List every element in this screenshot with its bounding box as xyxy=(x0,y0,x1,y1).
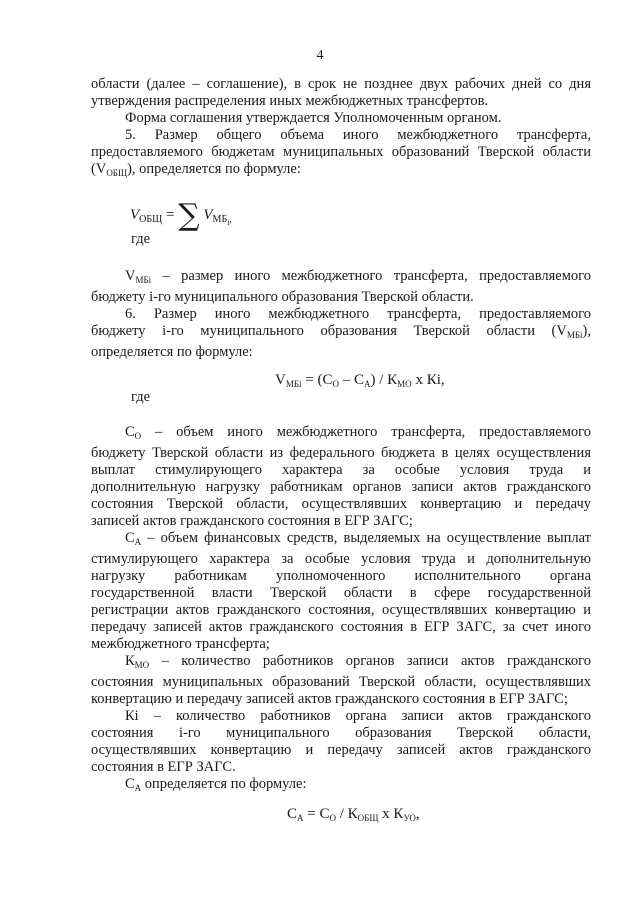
subscript: А xyxy=(364,379,371,389)
text-line xyxy=(91,161,591,182)
text-line: состояния в ЕГР ЗАГС. xyxy=(91,759,236,775)
text-line: бюджету Тверской области из федерального бюджета в целях осуществления xyxy=(91,445,591,461)
subscript: О xyxy=(134,431,142,441)
text-line: нагрузку работникам уполномоченного исполнительного органа xyxy=(91,568,591,584)
subscript: А xyxy=(134,783,142,793)
subscript: МО xyxy=(397,379,412,389)
subscript: ОБЩ xyxy=(357,813,379,823)
formula-part: = (С xyxy=(301,372,333,388)
subscript: УО xyxy=(403,813,416,823)
text-line: конвертацию и передачу записей актов гражданского состояния в ЕГР ЗАГС; xyxy=(91,691,568,707)
subscript: МБi xyxy=(566,330,583,340)
where-label: где xyxy=(131,231,151,247)
formula-var: С xyxy=(287,806,298,822)
text-line xyxy=(91,323,591,344)
formula-part: x Кi, xyxy=(411,372,445,388)
formula-total-volume xyxy=(130,198,232,233)
text-line: утверждения распределения иных межбюджетных трансфертов. xyxy=(91,93,489,109)
text-fragment: С xyxy=(125,424,135,440)
text-fragment: ), определяется по формуле: xyxy=(127,161,301,177)
subscript: А xyxy=(297,813,304,823)
formula-part: – С xyxy=(338,372,364,388)
text-fragment: К xyxy=(125,653,135,669)
formula-part: ) / К xyxy=(370,372,398,388)
text-fragment: ), xyxy=(582,323,591,339)
text-line: записей актов гражданского состояния в ЕГР ЗАГС; xyxy=(91,513,413,529)
subscript-index: i xyxy=(227,218,230,227)
formula-part: = С xyxy=(303,806,330,822)
paragraph-definitions xyxy=(91,424,591,797)
subscript: МБi xyxy=(285,379,302,389)
sigma-symbol: ∑ xyxy=(178,198,200,233)
page-number: 4 xyxy=(316,48,324,63)
subscript: А xyxy=(134,537,142,547)
text-line: определяется по формуле: xyxy=(91,344,253,360)
formula-part: , xyxy=(415,806,420,822)
paragraph-vmbi xyxy=(91,268,591,361)
text-line: межбюджетного трансферта; xyxy=(91,636,270,652)
text-line: 6. Размер иного межбюджетного трансферта, предоставляемого xyxy=(125,306,591,322)
text-fragment: – объем иного межбюджетного трансферта, предоставляемого xyxy=(141,424,591,440)
text-line: 5. Размер общего объема иного межбюджетного трансферта, xyxy=(125,127,591,143)
text-fragment: бюджету i-го муниципального образования Тверской области (V xyxy=(91,323,567,339)
formula-part: x К xyxy=(378,806,404,822)
text-line: состояния муниципальных образований Тверской области, осуществлявших xyxy=(91,674,591,690)
text-fragment: (V xyxy=(91,161,107,177)
text-fragment: – количество работников органов записи актов гражданского xyxy=(149,653,591,669)
formula-var: V xyxy=(275,372,286,388)
text-fragment: – размер иного межбюджетного трансферта, предоставляемого xyxy=(151,268,591,284)
text-line: состояния Тверской области, осуществлявших конвертацию и передачу xyxy=(91,496,591,512)
formula-op: = xyxy=(162,207,179,223)
subscript: ОБЩ xyxy=(106,168,128,178)
text-line xyxy=(91,530,591,551)
formula-var: V xyxy=(203,207,213,223)
text-fragment: С xyxy=(125,530,135,546)
text-line: Кi – количество работников органа записи актов гражданского xyxy=(125,708,591,724)
subscript xyxy=(213,214,232,225)
formula-comma: , xyxy=(229,214,232,225)
subscript: МО xyxy=(134,660,150,670)
subscript: ОБЩ xyxy=(139,214,163,225)
text-fragment: С xyxy=(125,776,135,792)
text-fragment: – объем финансовых средств, выделяемых на осуществление выплат xyxy=(141,530,591,546)
subscript: МБi xyxy=(135,275,152,285)
text-line: осуществлявших конвертацию и передачу записей актов гражданского xyxy=(91,742,591,758)
text-line: дополнительную нагрузку работникам органов записи актов гражданского xyxy=(91,479,591,495)
text-line: регистрации актов гражданского состояния, осуществлявших конвертацию и xyxy=(91,602,591,618)
text-line: Форма соглашения утверждается Уполномоченным органом. xyxy=(125,110,502,126)
text-line: государственной власти Тверской области в сфере государственной xyxy=(91,585,591,601)
formula-part: / К xyxy=(335,806,358,822)
text-line: предоставляемого бюджетам муниципальных образований Тверской области xyxy=(91,144,591,160)
formula-ca xyxy=(287,806,420,823)
text-line xyxy=(91,424,591,445)
paragraph-agreement xyxy=(91,76,591,182)
text-line: бюджету i-го муниципального образования Тверской области. xyxy=(91,289,474,305)
where-label: где xyxy=(131,389,151,405)
subscript: О xyxy=(329,813,336,823)
subscript-text: МБ xyxy=(212,214,228,225)
text-line xyxy=(91,653,591,674)
text-fragment: V xyxy=(125,268,136,284)
formula-var: V xyxy=(130,207,140,223)
text-line: состояния i-го муниципального образования Тверской области, xyxy=(91,725,591,741)
text-line: выплат стимулирующего характера за особые условия труда и xyxy=(91,462,591,478)
text-line: области (далее – соглашение), в срок не позднее двух рабочих дней со дня xyxy=(91,76,591,92)
formula-vmbi xyxy=(275,372,445,389)
subscript: О xyxy=(332,379,339,389)
text-line: передачу записей актов гражданского состояния в ЕГР ЗАГС, за счет иного xyxy=(91,619,591,635)
text-line: стимулирующего характера за особые условия труда и дополнительную xyxy=(91,551,591,567)
text-line xyxy=(91,776,591,797)
text-line xyxy=(91,268,591,289)
text-fragment: определяется по формуле: xyxy=(141,776,307,792)
